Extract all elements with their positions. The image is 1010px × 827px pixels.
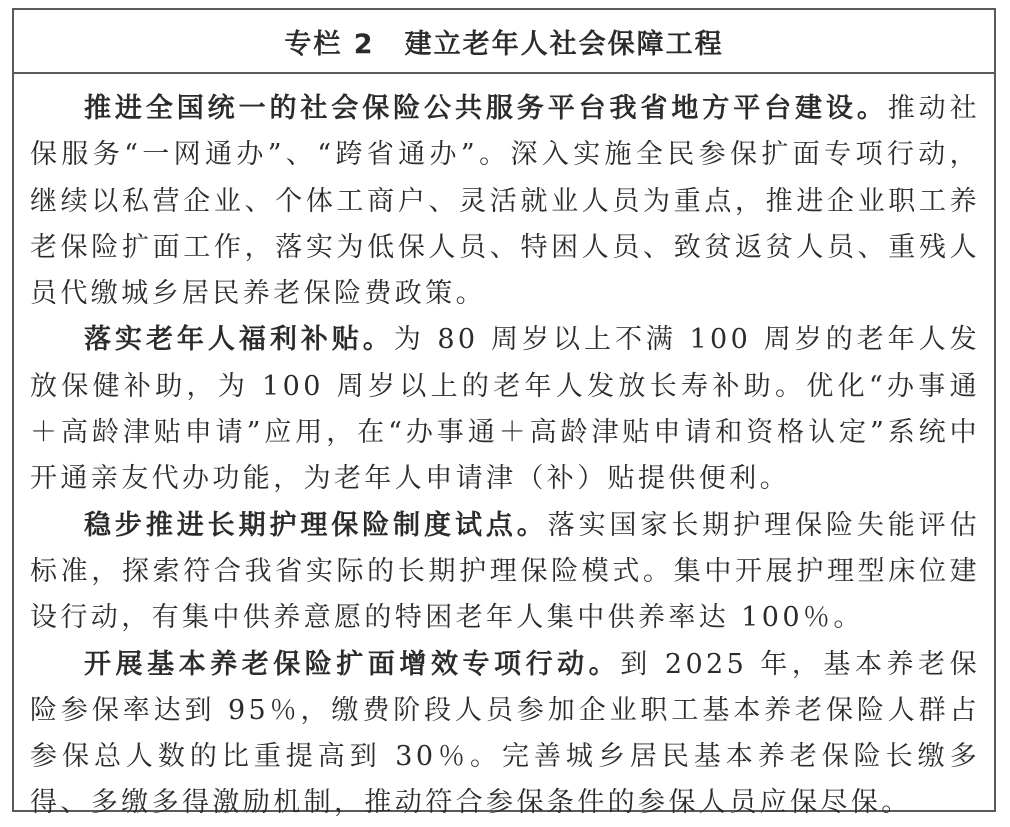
paragraph-lead: 推进全国统一的社会保险公共服务平台我省地方平台建设。 [84,93,888,124]
column-box [12,8,996,819]
paragraph-text: 为 80 周岁以上不满 100 周岁的老年人发放保健补助，为 100 周岁以上的老年人发放长寿补助。优化“办事通＋高龄津贴申请”应用，在“办事通＋高龄津贴申请和资格认定”系统中开通亲友代办功能，为老年人申请津（补）贴提供便利。 [30,324,981,495]
box-body [14,74,994,827]
column-label: 专栏 2 [284,28,375,60]
paragraph-text: 到 2025 年，基本养老保险参保率达到 95％，缴费阶段人员参加企业职工基本养老保险人群占参保总人数的比重提高到 30％。完善城乡居民基本养老保险长缴多得、多缴多得激励机制，推动符合参保条件的参保人员应保尽保。 [30,648,980,819]
box-header [14,10,994,74]
paragraph-lead: 稳步推进长期护理保险制度试点。 [84,509,548,541]
paragraph-lead: 落实老年人福利补贴。 [84,324,394,356]
paragraph-social-insurance-platform [30,86,980,317]
column-title: 建立老年人社会保障工程 [404,28,724,60]
paragraph-welfare-subsidy [30,317,980,502]
paragraph-pension-expansion [30,642,980,827]
paragraph-lead: 开展基本养老保险扩面增效专项行动。 [84,648,621,680]
paragraph-long-term-care [30,503,980,642]
paragraph-text: 落实国家长期护理保险失能评估标准，探索符合我省实际的长期护理保险模式。集中开展护理型床位建设行动，有集中供养意愿的特困老年人集中供养率达 100％。 [30,509,980,634]
paragraph-text: 推动社保服务“一网通办”、“跨省通办”。深入实施全民参保扩面专项行动，继续以私营企业、个体工商户、灵活就业人员为重点，推进企业职工养老保险扩面工作，落实为低保人员、特困人员、致贫返贫人员、重残人员代缴城乡居民养老保险费政策。 [30,93,980,310]
